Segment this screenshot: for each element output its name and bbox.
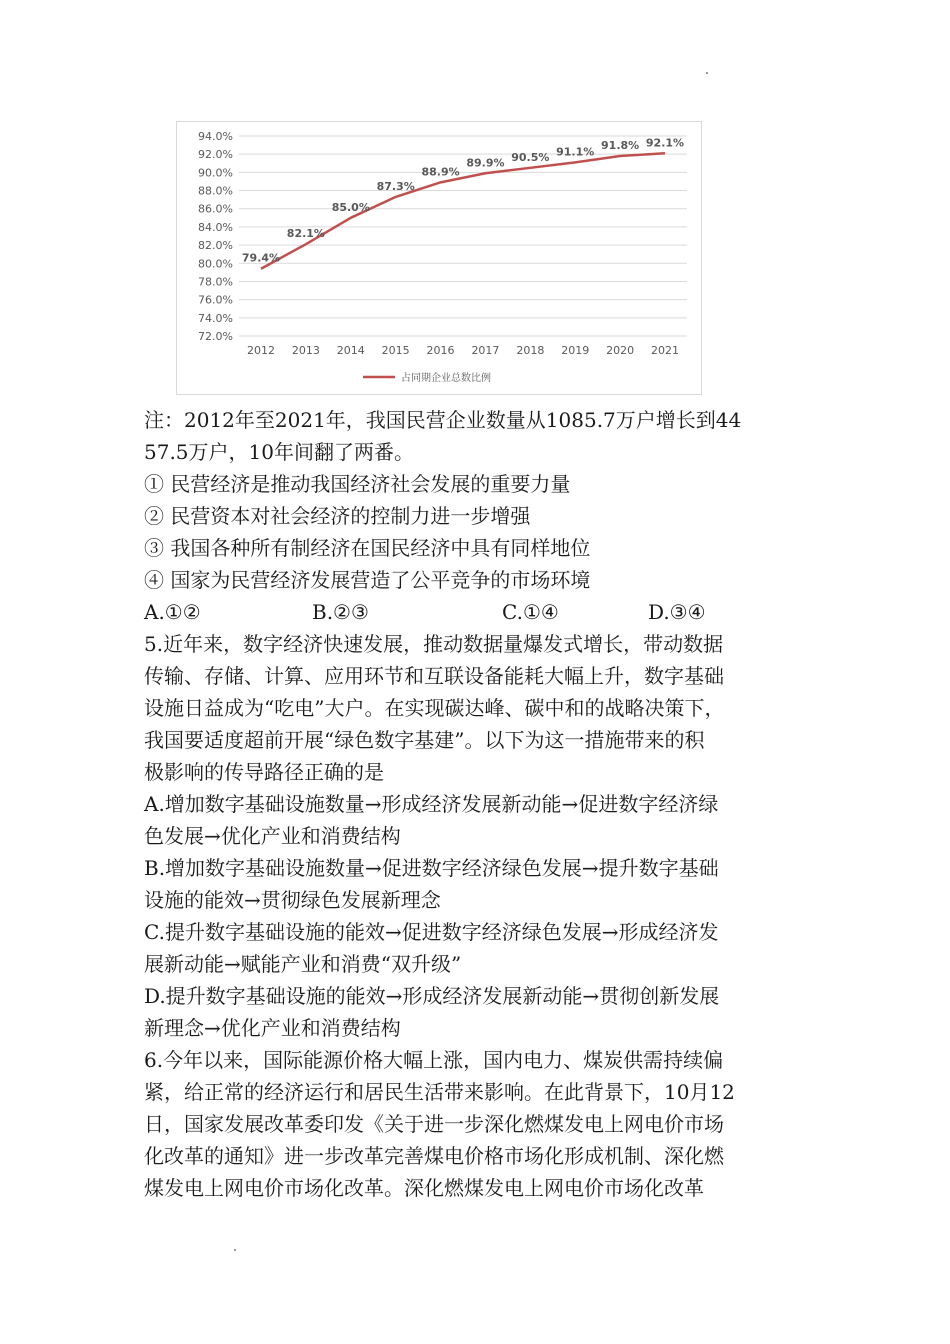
q5-option-c: C.提升数字基础设施的能效→促进数字经济绿色发展→形成经济发 [144, 920, 719, 944]
y-tick-label: 72.0% [198, 330, 233, 343]
chart-note-line: 57.5万户，10年间翻了两番。 [144, 440, 414, 464]
x-tick-label: 2015 [381, 344, 410, 357]
scan-speck-bottom [234, 1249, 236, 1251]
q6-stem-line: 化改革的通知》进一步改革完善煤电价格市场化形成机制、深化燃 [144, 1144, 724, 1168]
y-tick-label: 84.0% [198, 220, 233, 234]
q5-stem-line: 我国要适度超前开展“绿色数字基建”。以下为这一措施带来的积 [144, 728, 705, 752]
q6-stem-line: 6.今年以来，国际能源价格大幅上涨，国内电力、煤炭供需持续偏 [144, 1048, 724, 1072]
data-label: 92.1% [645, 136, 685, 150]
q6-stem-line: 紧，给正常的经济运行和居民生活带来影响。在此背景下，10月12 [144, 1080, 735, 1104]
data-label: 82.1% [286, 227, 325, 241]
data-label: 90.5% [511, 150, 550, 164]
x-tick-label: 2012 [247, 344, 275, 357]
q5-option-a: 色发展→优化产业和消费结构 [144, 824, 401, 848]
x-tick-label: 2020 [606, 344, 635, 357]
q4-option-a: A.①② [144, 600, 201, 624]
y-tick-label: 78.0% [198, 275, 233, 289]
x-tick-label: 2016 [426, 344, 455, 357]
q5-option-b: 设施的能效→贯彻绿色发展新理念 [144, 888, 441, 912]
q5-stem-line: 极影响的传导路径正确的是 [144, 760, 384, 784]
q4-options [144, 596, 824, 628]
q5-stem-line: 设施日益成为“吃电”大户。在实现碳达峰、碳中和的战略决策下， [144, 696, 725, 720]
q6-stem-line: 日，国家发展改革委印发《关于进一步深化燃煤发电上网电价市场 [144, 1112, 724, 1136]
statement-1: ① 民营经济是推动我国经济社会发展的重要力量 [144, 472, 571, 496]
y-tick-label: 90.0% [198, 166, 233, 180]
y-tick-label: 82.0% [198, 239, 233, 253]
y-tick-label: 76.0% [198, 293, 233, 307]
q5-stem-line: 5.近年来，数字经济快速发展，推动数据量爆发式增长，带动数据 [144, 632, 724, 656]
x-tick-label: 2021 [651, 344, 679, 357]
statement-4: ④ 国家为民营经济发展营造了公平竞争的市场环境 [144, 568, 591, 592]
data-label: 91.8% [601, 139, 640, 152]
legend-label: 占同期企业总数比例 [401, 373, 491, 384]
q4-option-d: D.③④ [648, 600, 706, 624]
y-tick-label: 92.0% [198, 148, 233, 162]
q5-option-d: 新理念→优化产业和消费结构 [144, 1016, 401, 1040]
q5-stem-line: 传输、存储、计算、应用环节和互联设备能耗大幅上升，数字基础 [144, 664, 724, 688]
statement-3: ③ 我国各种所有制经济在国民经济中具有同样地位 [144, 536, 591, 560]
x-tick-label: 2013 [291, 344, 320, 357]
x-tick-label: 2014 [336, 344, 365, 357]
data-label: 87.3% [376, 179, 415, 193]
q4-option-c: C.①④ [502, 600, 559, 624]
data-label: 88.9% [421, 165, 460, 179]
data-label: 91.1% [556, 145, 595, 159]
chart-note-line: 注：2012年至2021年，我国民营企业数量从1085.7万户增长到44 [144, 408, 742, 432]
data-label: 89.9% [466, 156, 505, 170]
x-tick-label: 2018 [516, 344, 545, 357]
x-tick-label: 2019 [561, 344, 590, 357]
statement-2: ② 民营资本对社会经济的控制力进一步增强 [144, 504, 531, 528]
q6-stem-line: 煤发电上网电价市场化改革。深化燃煤发电上网电价市场化改革 [144, 1176, 704, 1200]
scan-speck-top [706, 72, 708, 74]
q5-option-c: 展新动能→赋能产业和消费“双升级” [144, 952, 462, 976]
data-label: 79.4% [241, 251, 281, 265]
x-tick-label: 2017 [471, 344, 500, 357]
y-tick-label: 74.0% [198, 311, 233, 325]
q5-option-a: A.增加数字基础设施数量→形成经济发展新动能→促进数字经济绿 [144, 792, 719, 816]
line-chart [176, 121, 702, 395]
y-tick-label: 86.0% [198, 202, 233, 216]
q4-option-b: B.②③ [312, 600, 369, 624]
y-tick-label: 88.0% [198, 184, 233, 198]
chart-canvas [177, 122, 703, 396]
q5-option-d: D.提升数字基础设施的能效→形成经济发展新动能→贯彻创新发展 [144, 984, 720, 1008]
y-tick-label: 94.0% [198, 130, 233, 143]
q5-option-b: B.增加数字基础设施数量→促进数字经济绿色发展→提升数字基础 [144, 856, 719, 880]
question-text [144, 404, 824, 1204]
y-tick-label: 80.0% [198, 257, 233, 271]
data-label: 85.0% [331, 200, 370, 214]
